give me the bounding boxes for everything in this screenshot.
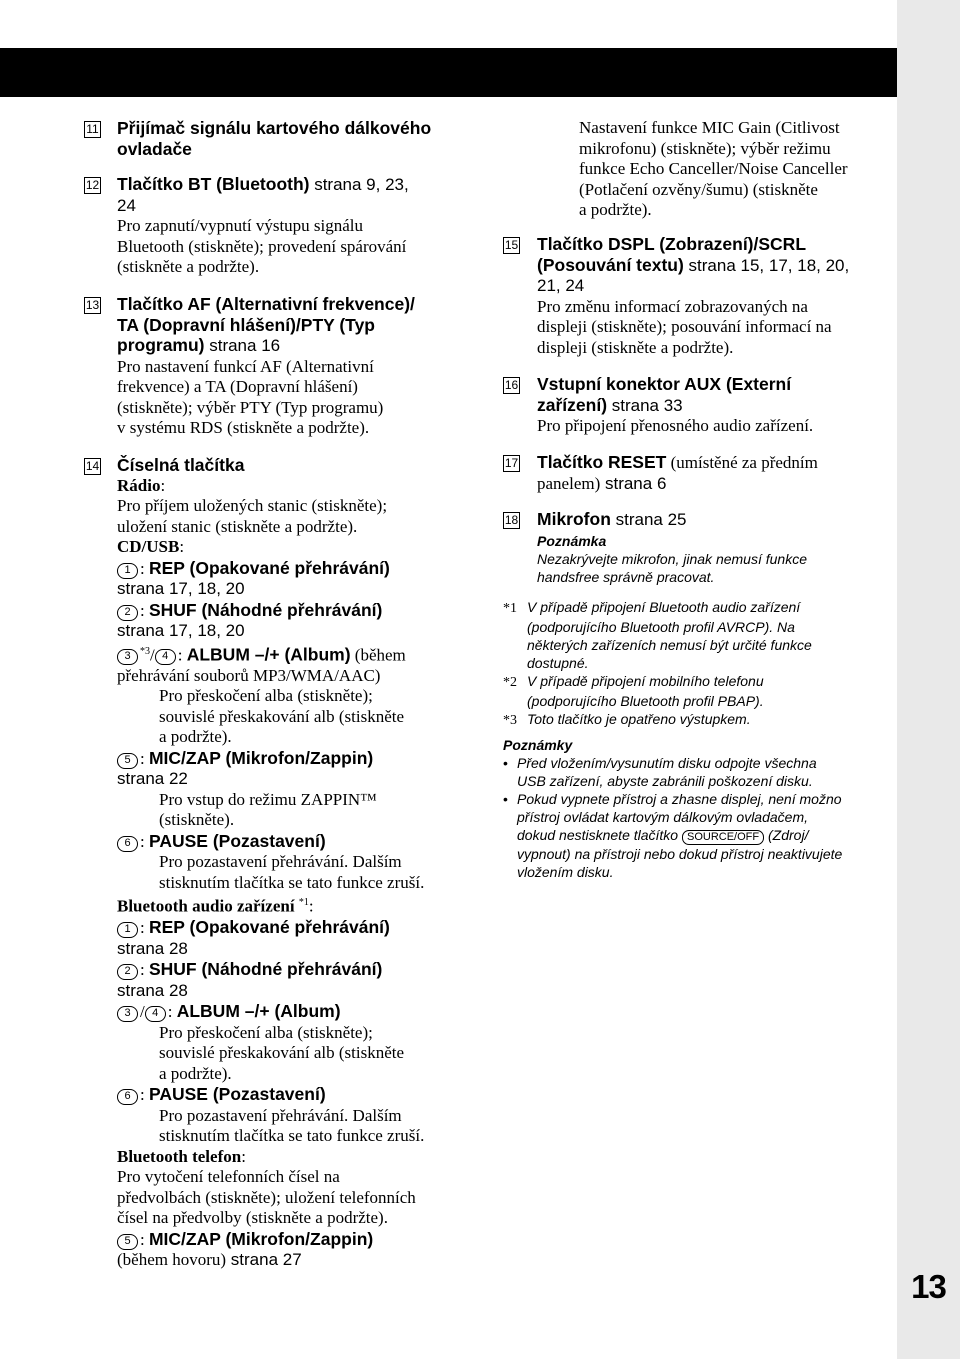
bullet-icon: • [503, 791, 508, 807]
item-12: Tlačítko BT (Bluetooth) strana 9, 23, 24 Pro zapnutí/vypnutí výstupu signálu Bluetooth (stiskněte); provedení spárování (stiskněte a podržte). [117, 174, 409, 276]
item-17: Tlačítko RESET (umístěné za předním panelem) strana 6 [537, 452, 818, 493]
item-number-16: 16 [504, 378, 519, 392]
bullet-icon: • [503, 755, 508, 771]
item-16: Vstupní konektor AUX (Externí zařízení) strana 33 Pro připojení přenosného audio zařízení. [537, 374, 814, 435]
key-6-icon: 6 [117, 1089, 138, 1105]
item-number-18: 18 [504, 513, 519, 527]
header-bar [0, 48, 897, 97]
key-3-icon: 3 [117, 649, 138, 665]
key-2-icon: 2 [117, 605, 138, 621]
item-number-14: 14 [85, 459, 100, 473]
page-edge-strip [897, 0, 960, 1359]
item-18-note: Poznámka Nezakrývejte mikrofon, jinak nemusí funkce handsfree správně pracovat. [537, 533, 807, 585]
item-14: Číselná tlačítka Rádio: Pro příjem uložených stanic (stiskněte); uložení stanic (stiskněte a podržte). CD/USB: 1 : REP (Opakované přehrávání) strana 17, 18, 20 2 : SHUF (Náhodné přehrávání) strana 17, 18, 20 3 $^{*3}$/ 4 : ALBUM –/+ (Album) (během přehrávání souborů MP3/WMA/AAC) Pro přeskočení alba (stiskněte); souvislé přeskakování alb (stiskněte a podržte). 5 : MIC/ZAP (Mikrofon/Zappin) strana 22 Pro vstup do režimu ZAPPIN™ (stiskněte). 6 : PAUSE (Pozastavení) Pro pozastavení přehrávání. Dalším stisknutím tlačítka se tato funkce zruší. Bluetooth audio zařízení $^{*1}$: 1 : REP (Opakované přehrávání) strana 28 2 : SHUF (Náhodné přehrávání) strana 28 3 / 4 : ALBUM –/+ (Album) Pro přeskočení alba (stiskněte); souvislé přeskakování alb (stiskněte a podržte). 6 : PAUSE (Pozastavení) Pro pozastavení přehrávání. Dalším stisknutím tlačítka se tato funkce zruší. Bluetooth telefon: Pro vytočení telefonních čísel na předvolbách (stiskněte); uložení telefonních čísel na předvolby (stiskněte a podržte). 5 : MIC/ZAP (Mikrofon/Zappin) (během hovoru) strana 27 [117, 455, 425, 1270]
key-3-icon: 3 [117, 1006, 138, 1022]
item-14-title: Číselná tlačítka [117, 455, 245, 475]
item-number-11: 11 [84, 121, 101, 138]
item-13: Tlačítko AF (Alternativní frekvence)/ TA (Dopravní hlášení)/PTY (Typ programu) strana 16 Pro nastavení funkcí AF (Alternativní frekvence) a TA (Dopravní hlášení) (stiskněte); výběr PTY (Typ programu) v systému RDS (stiskněte a podržte). [117, 294, 415, 437]
item-number-15: 15 [504, 238, 519, 252]
item-11-title: Přijímač signálu kartového dálkového ovladače [117, 118, 432, 159]
notes: Poznámky • Před vložením/vysunutím disku odpojte všechna USB zařízení, abyste zabránili poškození disku. • Pokud vypnete přístroj a zhasne displej, není možno přístroj ovládat kartovým dálkovým ovladačem, dokud nestisknete tlačítko SOURCE/OFF (Zdroj/ vypnout) na přístroji nebo dokud přístroj neaktivujete vložením disku. [503, 737, 843, 880]
item-18: Mikrofon strana 25 [537, 509, 687, 529]
item-number-12: 12 [85, 178, 100, 192]
key-5-icon: 5 [117, 1234, 138, 1250]
key-4-icon: 4 [145, 1006, 166, 1022]
key-1-icon: 1 [117, 922, 138, 938]
item-number-17: 17 [504, 456, 519, 470]
source-off-key-icon: SOURCE/OFF [682, 830, 764, 845]
item-15: Tlačítko DSPL (Zobrazení)/SCRL (Posouvání textu) strana 15, 17, 18, 20, 21, 24 Pro změnu informací zobrazovaných na displeji (stiskněte); posouvání informací na displeji (stiskněte a podržte). [537, 234, 850, 357]
key-1-icon: 1 [117, 563, 138, 579]
key-5-icon: 5 [117, 753, 138, 769]
key-2-icon: 2 [117, 964, 138, 980]
key-4-icon: 4 [155, 649, 176, 665]
footnotes: *1 V případě připojení Bluetooth audio zařízení (podporujícího Bluetooth profil AVRCP). Na některých zařízeních nemusí být určité funkce dostupné. *2 V případě připojení mobilního telefonu (podporujícího Bluetooth profil PBAP). *3 Toto tlačítko je opatřeno výstupkem. [503, 599, 812, 728]
item-number-13: 13 [85, 298, 100, 312]
key-6-icon: 6 [117, 836, 138, 852]
page-number: 13 [911, 1268, 946, 1305]
item-12-title: Tlačítko BT (Bluetooth) [117, 174, 310, 194]
mic-gain-continuation: Nastavení funkce MIC Gain (Citlivost mikrofonu) (stiskněte); výběr režimu funkce Echo Canceller/Noise Canceller (Potlačení ozvěny/šumu) (stiskněte a podržte). [579, 118, 848, 219]
